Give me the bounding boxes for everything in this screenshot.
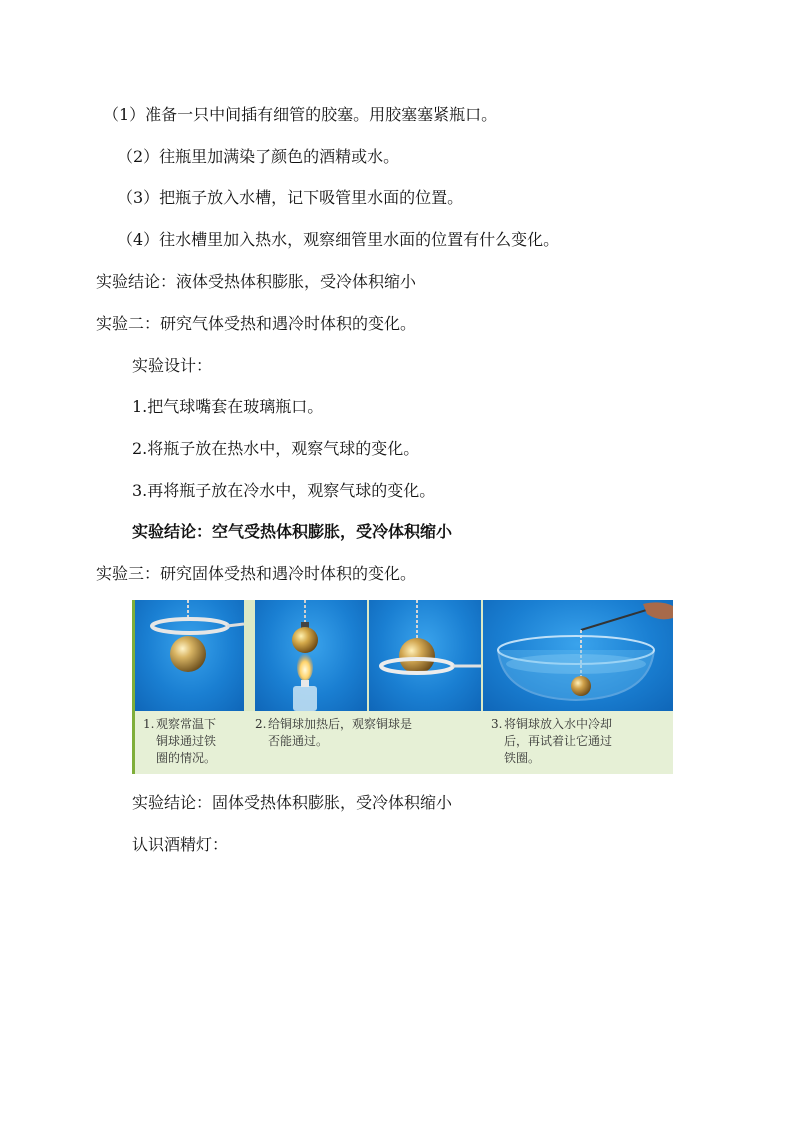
design-step-1: 1.把气球嘴套在玻璃瓶口。 xyxy=(132,397,324,416)
photo-cooling-water xyxy=(483,600,673,711)
caption-2-number: 2. xyxy=(255,717,267,731)
caption-3-line-3: 铁圈。 xyxy=(504,751,541,765)
step-1: （1）准备一只中间插有细管的胶塞。用胶塞塞紧瓶口。 xyxy=(103,105,498,124)
design-step-3: 3.再将瓶子放在冷水中，观察气球的变化。 xyxy=(132,481,436,500)
caption-3-line-1: 将铜球放入水中冷却 xyxy=(504,717,613,731)
caption-3-line-2: 后，再试着让它通过 xyxy=(504,734,613,748)
caption-1-number: 1. xyxy=(143,717,155,731)
conclusion-gas: 实验结论：空气受热体积膨胀，受冷体积缩小 xyxy=(132,522,453,541)
ball-ring-figure xyxy=(132,600,673,774)
caption-1-line-2: 铜球通过铁 xyxy=(156,734,217,748)
photo-heating xyxy=(255,600,367,711)
caption-2-line-1: 给铜球加热后，观察铜球是 xyxy=(268,717,413,731)
experiment3-title: 实验三：研究固体受热和遇冷时体积的变化。 xyxy=(96,564,417,583)
step-3: （3）把瓶子放入水槽，记下吸管里水面的位置。 xyxy=(117,188,464,207)
caption-3-number: 3. xyxy=(491,717,503,731)
conclusion-liquid: 实验结论：液体受热体积膨胀，受冷体积缩小 xyxy=(96,272,417,291)
caption-1-line-3: 圈的情况。 xyxy=(156,751,217,765)
step-2: （2）往瓶里加满染了颜色的酒精或水。 xyxy=(117,147,400,166)
photo-room-temperature xyxy=(135,600,244,711)
design-label: 实验设计： xyxy=(132,356,213,375)
step-4: （4）往水槽里加入热水，观察细管里水面的位置有什么变化。 xyxy=(117,230,560,249)
caption-1-line-1: 观察常温下 xyxy=(156,717,217,731)
caption-2-line-2: 否能通过。 xyxy=(268,734,329,748)
alcohol-lamp-label: 认识酒精灯： xyxy=(132,835,229,854)
conclusion-solid: 实验结论：固体受热体积膨胀，受冷体积缩小 xyxy=(132,793,453,812)
experiment2-title: 实验二：研究气体受热和遇冷时体积的变化。 xyxy=(96,314,417,333)
photo-ball-stuck xyxy=(369,600,481,711)
design-step-2: 2.将瓶子放在热水中，观察气球的变化。 xyxy=(132,439,420,458)
